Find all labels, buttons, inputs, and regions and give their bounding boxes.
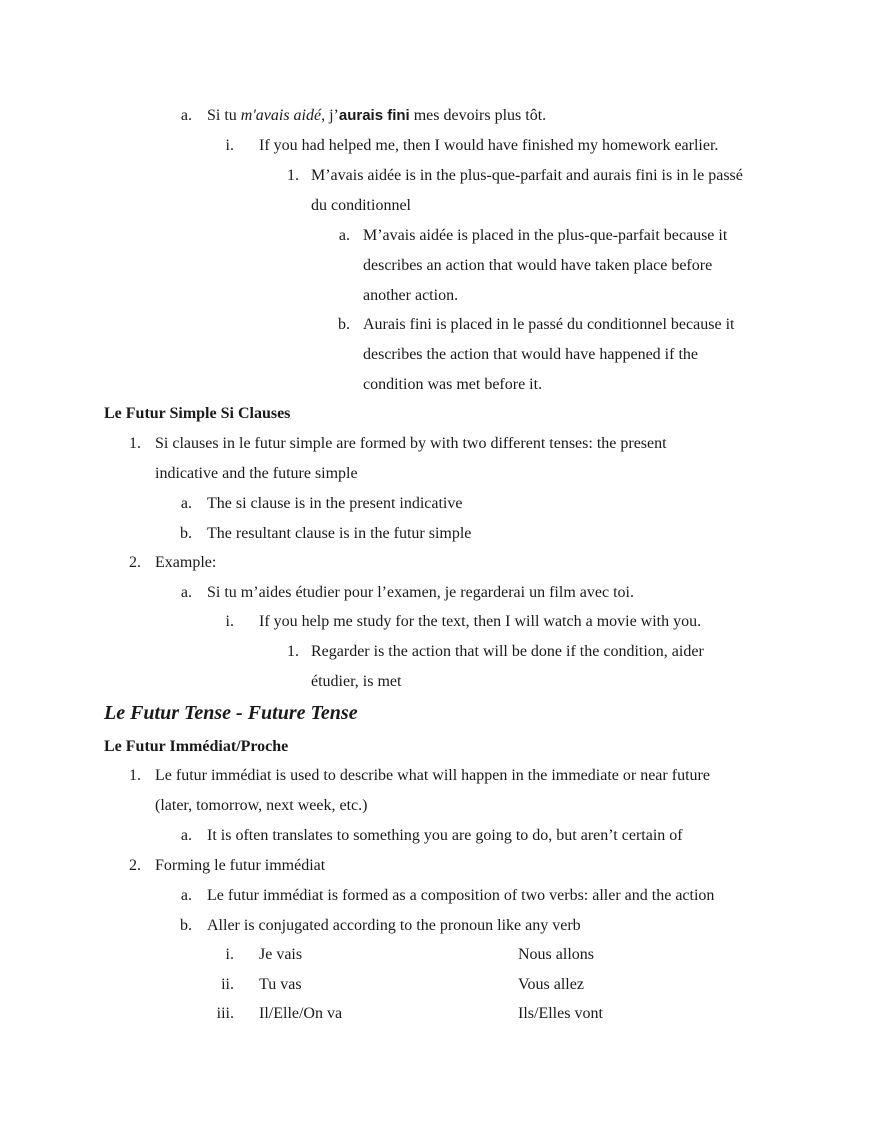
explanation-line: describes the action that would have happened if the xyxy=(363,346,698,363)
list-marker: i. xyxy=(225,613,234,630)
list-marker: 1. xyxy=(287,167,299,184)
list-item-text: Aller is conjugated according to the pronoun like any verb xyxy=(207,917,581,934)
example-sentence: Si tu m’aides étudier pour l’examen, je regarderai un film avec toi. xyxy=(207,584,634,601)
list-marker: a. xyxy=(180,107,192,124)
list-marker: 1. xyxy=(287,643,299,660)
list-marker: a. xyxy=(180,495,192,512)
section-heading: Le Futur Simple Si Clauses xyxy=(104,405,291,422)
list-marker: b. xyxy=(180,525,192,542)
conjugation-plural: Nous allons xyxy=(518,946,594,963)
explanation-line: du conditionnel xyxy=(311,197,411,214)
explanation-line: M’avais aidée is in the plus-que-parfait and aurais fini is in le passé xyxy=(311,167,743,184)
conjugation-singular: Il/Elle/On va xyxy=(259,1005,343,1022)
list-marker: i. xyxy=(225,946,234,963)
explanation-line: Aurais fini is placed in le passé du conditionnel because it xyxy=(363,316,735,333)
text-segment: Si tu xyxy=(207,107,241,124)
list-marker: b. xyxy=(180,917,192,934)
conjugation-singular: Tu vas xyxy=(259,976,302,993)
list-item-text: Si clauses in le futur simple are formed by with two different tenses: the present xyxy=(155,435,667,452)
explanation-line: condition was met before it. xyxy=(363,376,543,393)
conjugation-plural: Vous allez xyxy=(518,976,584,993)
list-marker: i. xyxy=(225,137,234,154)
section-heading: Le Futur Immédiat/Proche xyxy=(104,738,289,755)
list-marker: 2. xyxy=(129,554,141,571)
section-title: Le Futur Tense - Future Tense xyxy=(104,702,358,724)
list-item-text: indicative and the future simple xyxy=(155,465,358,482)
conjugation-singular: Je vais xyxy=(259,946,303,963)
list-marker: ii. xyxy=(221,976,234,993)
list-item-text: The si clause is in the present indicative xyxy=(207,495,463,512)
explanation-line: another action. xyxy=(363,287,459,304)
list-marker: 1. xyxy=(129,435,141,452)
translation-text: If you had helped me, then I would have finished my homework earlier. xyxy=(259,137,719,154)
list-item-text: It is often translates to something you are going to do, but aren’t certain of xyxy=(207,827,683,844)
list-item-text: Forming le futur immédiat xyxy=(155,857,326,874)
bold-segment: aurais fini xyxy=(338,107,410,124)
list-marker: 1. xyxy=(129,767,141,784)
list-marker: b. xyxy=(338,316,350,333)
example-sentence xyxy=(207,106,546,126)
list-marker: a. xyxy=(180,827,192,844)
list-item-text: Le futur immédiat is used to describe what will happen in the immediate or near future xyxy=(155,767,710,784)
list-item-text: The resultant clause is in the futur simple xyxy=(207,525,472,542)
list-marker: 2. xyxy=(129,857,141,874)
explanation-line: étudier, is met xyxy=(311,673,402,690)
translation-text: If you help me study for the text, then I will watch a movie with you. xyxy=(259,613,702,630)
list-marker: a. xyxy=(180,584,192,601)
list-marker: a. xyxy=(180,887,192,904)
explanation-line: describes an action that would have taken place before xyxy=(363,257,713,274)
explanation-line: M’avais aidée is placed in the plus-que-parfait because it xyxy=(363,227,728,244)
list-marker: iii. xyxy=(216,1005,234,1022)
italic-segment: m'avais aidé xyxy=(240,107,322,124)
list-item-text: Example: xyxy=(155,554,217,571)
list-marker: a. xyxy=(338,227,350,244)
list-item-text: Le futur immédiat is formed as a composition of two verbs: aller and the action xyxy=(207,887,715,904)
text-segment: , j’ xyxy=(321,107,339,124)
list-item-text: (later, tomorrow, next week, etc.) xyxy=(155,797,368,814)
explanation-line: Regarder is the action that will be done if the condition, aider xyxy=(311,643,704,660)
text-segment: mes devoirs plus tôt. xyxy=(409,107,547,124)
conjugation-plural: Ils/Elles vont xyxy=(518,1005,603,1022)
